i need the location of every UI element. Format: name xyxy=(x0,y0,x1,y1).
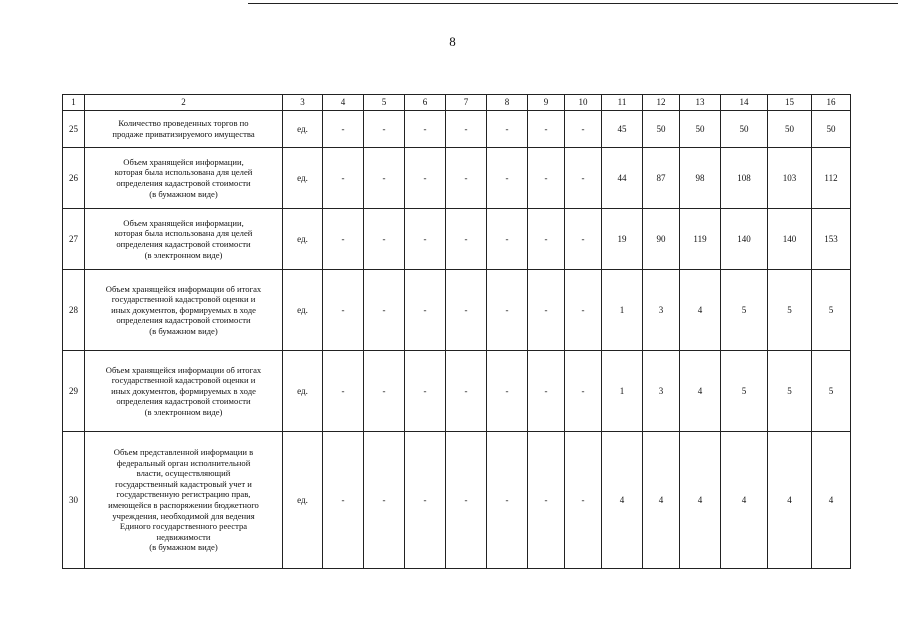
row-number: 27 xyxy=(63,209,85,270)
table-row xyxy=(63,148,851,209)
table-cell: 4 xyxy=(680,351,721,432)
column-header: 12 xyxy=(643,95,680,111)
column-header: 4 xyxy=(323,95,364,111)
table-cell: 4 xyxy=(768,432,812,569)
table-row xyxy=(63,270,851,351)
table-cell: - xyxy=(528,351,565,432)
row-unit: ед. xyxy=(283,432,323,569)
column-header: 10 xyxy=(565,95,602,111)
table-cell: 50 xyxy=(721,111,768,148)
row-description: Объем хранящейся информации, которая была использована для целей определения кадастровой стоимости (в бумажном виде) xyxy=(85,148,283,209)
table-cell: 3 xyxy=(643,270,680,351)
table-cell: - xyxy=(405,432,446,569)
table-cell: 50 xyxy=(768,111,812,148)
table-cell: - xyxy=(364,148,405,209)
table-cell: 140 xyxy=(721,209,768,270)
row-number: 25 xyxy=(63,111,85,148)
column-header: 13 xyxy=(680,95,721,111)
table-cell: - xyxy=(446,209,487,270)
table-cell: - xyxy=(323,270,364,351)
table-cell: 50 xyxy=(643,111,680,148)
table-cell: - xyxy=(323,209,364,270)
row-unit: ед. xyxy=(283,148,323,209)
table-cell: - xyxy=(528,111,565,148)
table-cell: 3 xyxy=(643,351,680,432)
row-unit: ед. xyxy=(283,351,323,432)
table-row xyxy=(63,209,851,270)
table-cell: 50 xyxy=(680,111,721,148)
table-cell: 4 xyxy=(812,432,851,569)
table-cell: - xyxy=(565,111,602,148)
table-cell: - xyxy=(487,209,528,270)
table-cell: - xyxy=(364,270,405,351)
row-unit: ед. xyxy=(283,270,323,351)
table-cell: - xyxy=(565,432,602,569)
table-cell: 50 xyxy=(812,111,851,148)
table-cell: 5 xyxy=(812,270,851,351)
table-cell: - xyxy=(405,148,446,209)
table-cell: - xyxy=(323,111,364,148)
row-description: Количество проведенных торгов по продаже приватизируемого имущества xyxy=(85,111,283,148)
table-cell: 5 xyxy=(721,270,768,351)
row-number: 29 xyxy=(63,351,85,432)
table-cell: - xyxy=(487,351,528,432)
table-cell: 4 xyxy=(602,432,643,569)
table-cell: - xyxy=(446,270,487,351)
table-cell: 4 xyxy=(643,432,680,569)
table-cell: 87 xyxy=(643,148,680,209)
table-cell: - xyxy=(528,432,565,569)
table-cell: 90 xyxy=(643,209,680,270)
row-description: Объем представленной информации в федеральный орган исполнительной власти, осуществляющий государственный кадастровый учет и государственную регистрацию прав, имеющейся в распоряжении бюджетного учреждения, необходимой для ведения Единого государственного реестра недвижимости (в бумажном виде) xyxy=(85,432,283,569)
table-cell: - xyxy=(405,270,446,351)
table-cell: - xyxy=(405,351,446,432)
table-cell: - xyxy=(565,148,602,209)
table-cell: - xyxy=(446,111,487,148)
column-header: 7 xyxy=(446,95,487,111)
table-cell: 98 xyxy=(680,148,721,209)
column-header: 3 xyxy=(283,95,323,111)
table-cell: - xyxy=(565,209,602,270)
column-header: 6 xyxy=(405,95,446,111)
table-cell: - xyxy=(323,351,364,432)
row-description: Объем хранящейся информации об итогах государственной кадастровой оценки и иных документов, формируемых в ходе определения кадастровой стоимости (в бумажном виде) xyxy=(85,270,283,351)
column-header: 1 xyxy=(63,95,85,111)
table-cell: - xyxy=(487,432,528,569)
table-cell: 4 xyxy=(721,432,768,569)
row-unit: ед. xyxy=(283,111,323,148)
table-cell: 153 xyxy=(812,209,851,270)
table-cell: - xyxy=(565,351,602,432)
row-number: 28 xyxy=(63,270,85,351)
row-description: Объем хранящейся информации об итогах государственной кадастровой оценки и иных документов, формируемых в ходе определения кадастровой стоимости (в электронном виде) xyxy=(85,351,283,432)
table-cell: 103 xyxy=(768,148,812,209)
table-cell: - xyxy=(323,432,364,569)
table-cell: 1 xyxy=(602,270,643,351)
table-cell: - xyxy=(446,351,487,432)
page-number: 8 xyxy=(449,34,456,49)
row-number: 26 xyxy=(63,148,85,209)
table-row xyxy=(63,351,851,432)
table-cell: 140 xyxy=(768,209,812,270)
table-cell: - xyxy=(364,209,405,270)
table-cell: 5 xyxy=(768,270,812,351)
table-cell: 5 xyxy=(721,351,768,432)
table-cell: - xyxy=(323,148,364,209)
table-cell: - xyxy=(487,111,528,148)
column-header: 15 xyxy=(768,95,812,111)
column-header: 11 xyxy=(602,95,643,111)
table-cell: - xyxy=(446,148,487,209)
table-row xyxy=(63,432,851,569)
table-cell: - xyxy=(364,351,405,432)
table-cell: 1 xyxy=(602,351,643,432)
column-header: 5 xyxy=(364,95,405,111)
table-cell: - xyxy=(364,111,405,148)
table-cell: 5 xyxy=(768,351,812,432)
table-cell: - xyxy=(405,209,446,270)
table-cell: - xyxy=(528,209,565,270)
table-cell: 5 xyxy=(812,351,851,432)
table-cell: 45 xyxy=(602,111,643,148)
column-header: 8 xyxy=(487,95,528,111)
row-unit: ед. xyxy=(283,209,323,270)
table-cell: 44 xyxy=(602,148,643,209)
data-table xyxy=(62,94,851,569)
table-cell: 19 xyxy=(602,209,643,270)
table-cell: 112 xyxy=(812,148,851,209)
table-cell: - xyxy=(528,148,565,209)
table-cell: - xyxy=(364,432,405,569)
header-row xyxy=(63,95,851,111)
table-cell: 119 xyxy=(680,209,721,270)
column-header: 14 xyxy=(721,95,768,111)
table-cell: 4 xyxy=(680,270,721,351)
table-row xyxy=(63,111,851,148)
column-header: 9 xyxy=(528,95,565,111)
table-cell: - xyxy=(487,148,528,209)
table-cell: - xyxy=(405,111,446,148)
column-header: 16 xyxy=(812,95,851,111)
column-header: 2 xyxy=(85,95,283,111)
row-description: Объем хранящейся информации, которая была использована для целей определения кадастровой стоимости (в электронном виде) xyxy=(85,209,283,270)
table-cell: - xyxy=(487,270,528,351)
table-cell: - xyxy=(446,432,487,569)
table-cell: 4 xyxy=(680,432,721,569)
row-number: 30 xyxy=(63,432,85,569)
table-cell: 108 xyxy=(721,148,768,209)
table-cell: - xyxy=(565,270,602,351)
table-cell: - xyxy=(528,270,565,351)
top-rule xyxy=(248,3,898,4)
